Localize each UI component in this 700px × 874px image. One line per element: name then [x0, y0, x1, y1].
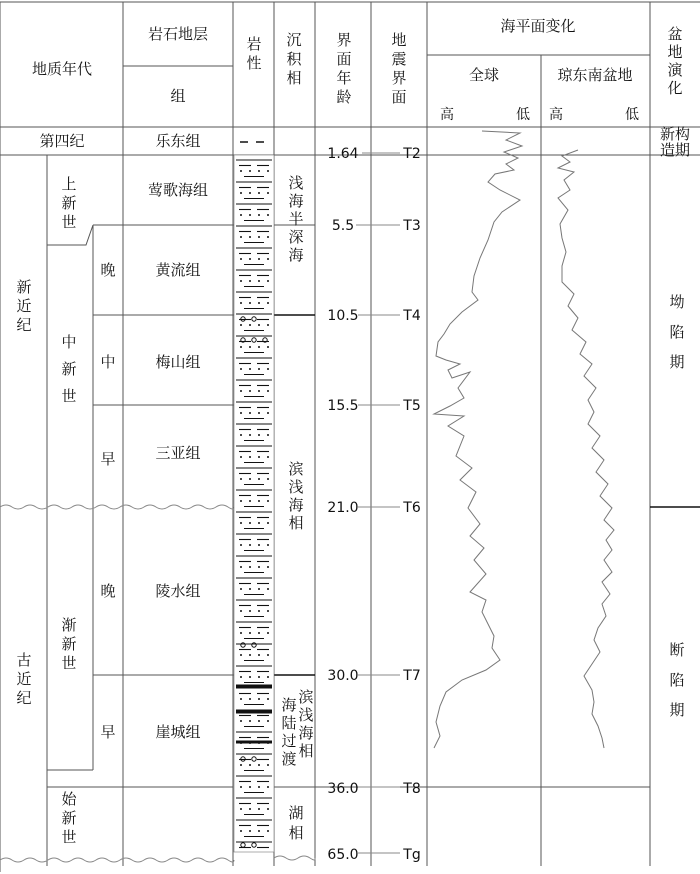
svg-text:过: 过	[281, 732, 297, 750]
svg-text:地: 地	[667, 43, 683, 61]
header-global: 全球	[468, 66, 500, 84]
svg-text:海: 海	[288, 192, 304, 210]
reflector-label: T3	[403, 218, 421, 234]
header-seismic	[391, 31, 406, 106]
formation-yacheng: 崖城组	[155, 723, 201, 741]
header-strata: 岩石地层	[147, 25, 209, 43]
svg-text:演: 演	[667, 61, 683, 79]
svg-text:中: 中	[61, 333, 77, 351]
formation-huangliu: 黄流组	[155, 261, 201, 279]
svg-text:始: 始	[61, 790, 77, 808]
age-label: 10.5	[327, 308, 359, 324]
basin-high-label: 高	[549, 107, 563, 123]
boundary-t7	[327, 668, 420, 684]
age-label: 15.5	[327, 398, 359, 414]
subepoch-early-oligocene: 早	[100, 723, 116, 741]
svg-text:半: 半	[288, 210, 304, 228]
header-age	[336, 31, 351, 106]
svg-text:新: 新	[61, 194, 77, 212]
svg-text:界: 界	[336, 31, 352, 49]
svg-text:积: 积	[286, 50, 302, 68]
svg-text:相: 相	[298, 742, 314, 760]
facies-transitional	[281, 696, 296, 768]
reflector-label: T5	[403, 398, 421, 414]
svg-text:纪: 纪	[16, 316, 32, 334]
svg-text:新: 新	[61, 809, 77, 827]
period-paleogene	[16, 651, 31, 707]
svg-text:地: 地	[391, 31, 407, 49]
subepoch-late-oligocene: 晚	[100, 582, 116, 600]
global-sea-level-curve	[434, 131, 522, 748]
svg-text:相: 相	[288, 824, 304, 842]
svg-text:岩: 岩	[246, 35, 262, 53]
svg-text:古: 古	[16, 651, 32, 669]
svg-text:龄: 龄	[336, 88, 352, 106]
formation-meishan: 梅山组	[155, 353, 201, 371]
svg-text:世: 世	[61, 213, 77, 231]
svg-text:新: 新	[61, 360, 77, 378]
svg-text:世: 世	[61, 828, 77, 846]
svg-text:性: 性	[246, 54, 262, 72]
svg-text:海: 海	[298, 724, 314, 742]
evolution-rift	[669, 641, 684, 719]
svg-text:上: 上	[61, 175, 77, 193]
svg-text:纪: 纪	[16, 689, 32, 707]
evolution-neotectonic	[660, 125, 690, 159]
age-label: 36.0	[327, 781, 359, 797]
svg-text:盆: 盆	[667, 25, 683, 43]
svg-text:浅: 浅	[288, 478, 304, 496]
boundary-t3	[332, 218, 421, 234]
reflector-label: T2	[403, 146, 421, 162]
svg-text:世: 世	[61, 654, 77, 672]
reflector-label: T6	[403, 500, 421, 516]
epoch-pliocene	[61, 175, 76, 231]
svg-text:期: 期	[669, 353, 685, 371]
header-basin: 琼东南盆地	[557, 66, 633, 84]
header-sea-level: 海平面变化	[500, 17, 576, 35]
lithology-column	[234, 142, 274, 852]
basin-sea-level-curve	[558, 150, 614, 748]
header-formation: 组	[170, 87, 186, 105]
svg-text:期: 期	[669, 701, 685, 719]
svg-text:浅: 浅	[298, 706, 314, 724]
svg-text:面: 面	[391, 88, 407, 106]
svg-text:滨: 滨	[288, 460, 304, 478]
formation-lingshui: 陵水组	[155, 582, 201, 600]
reflector-label: T8	[403, 781, 421, 797]
svg-text:坳: 坳	[669, 293, 685, 311]
table-grid	[0, 2, 700, 872]
svg-text:相: 相	[286, 69, 302, 87]
formation-yinggehai: 莺歌海组	[147, 181, 209, 199]
svg-text:断: 断	[669, 641, 685, 659]
boundary-t5	[327, 398, 420, 414]
svg-text:渐: 渐	[61, 616, 77, 634]
svg-text:滨: 滨	[298, 688, 314, 706]
formation-ledong: 乐东组	[155, 132, 201, 150]
boundary-t8	[327, 781, 420, 797]
epoch-miocene	[61, 333, 76, 405]
reflector-label: T4	[403, 308, 421, 324]
svg-text:界: 界	[391, 69, 407, 87]
facies-lacustrine	[288, 804, 303, 842]
svg-text:年: 年	[336, 69, 352, 87]
svg-text:新: 新	[16, 278, 32, 296]
svg-text:近: 近	[16, 670, 32, 688]
global-high-label: 高	[440, 107, 454, 123]
age-label: 1.64	[327, 146, 359, 162]
svg-text:新: 新	[61, 635, 77, 653]
age-label: 30.0	[327, 668, 359, 684]
svg-text:深: 深	[288, 228, 304, 246]
svg-text:造期: 造期	[659, 141, 691, 159]
svg-text:陷: 陷	[669, 671, 685, 689]
svg-text:陷: 陷	[669, 323, 685, 341]
basin-low-label: 低	[625, 107, 639, 123]
boundary-t2	[327, 146, 420, 162]
epoch-eocene	[61, 790, 77, 846]
evolution-depression	[669, 293, 684, 371]
formation-sanya: 三亚组	[155, 444, 201, 462]
svg-text:世: 世	[61, 387, 77, 405]
facies-littoral-neritic-2	[298, 688, 313, 760]
svg-text:渡: 渡	[281, 750, 297, 768]
boundary-t4	[327, 308, 420, 324]
period-quaternary: 第四纪	[39, 132, 85, 150]
svg-text:陆: 陆	[281, 714, 297, 732]
svg-text:浅: 浅	[288, 174, 304, 192]
global-low-label: 低	[516, 107, 530, 123]
subepoch-late-miocene: 晚	[100, 261, 116, 279]
svg-text:近: 近	[16, 297, 32, 315]
reflector-label: T7	[403, 668, 421, 684]
svg-text:化: 化	[667, 79, 683, 97]
epoch-oligocene	[61, 616, 76, 672]
header-era: 地质年代	[31, 60, 93, 78]
svg-text:震: 震	[391, 50, 407, 68]
svg-text:海: 海	[288, 246, 304, 264]
age-label: 5.5	[331, 218, 355, 234]
svg-text:海: 海	[281, 696, 297, 714]
subepoch-middle-miocene: 中	[100, 353, 116, 371]
reflector-label: Tg	[403, 847, 421, 863]
period-neogene	[16, 278, 31, 334]
facies-littoral-neritic	[288, 460, 303, 532]
header-lithology	[246, 35, 261, 72]
header-evolution	[667, 25, 684, 97]
age-label: 65.0	[327, 847, 359, 863]
svg-text:相: 相	[288, 514, 304, 532]
facies-shallow-bathyal	[288, 174, 303, 264]
svg-text:面: 面	[336, 50, 352, 68]
svg-text:新构: 新构	[659, 125, 691, 143]
header-facies	[286, 31, 302, 87]
svg-text:沉: 沉	[286, 31, 302, 49]
subepoch-early-miocene: 早	[100, 450, 116, 468]
age-label: 21.0	[327, 500, 359, 516]
svg-text:海: 海	[288, 496, 304, 514]
svg-text:湖: 湖	[288, 804, 304, 822]
boundary-t6	[327, 500, 420, 516]
boundary-tg	[327, 847, 420, 863]
